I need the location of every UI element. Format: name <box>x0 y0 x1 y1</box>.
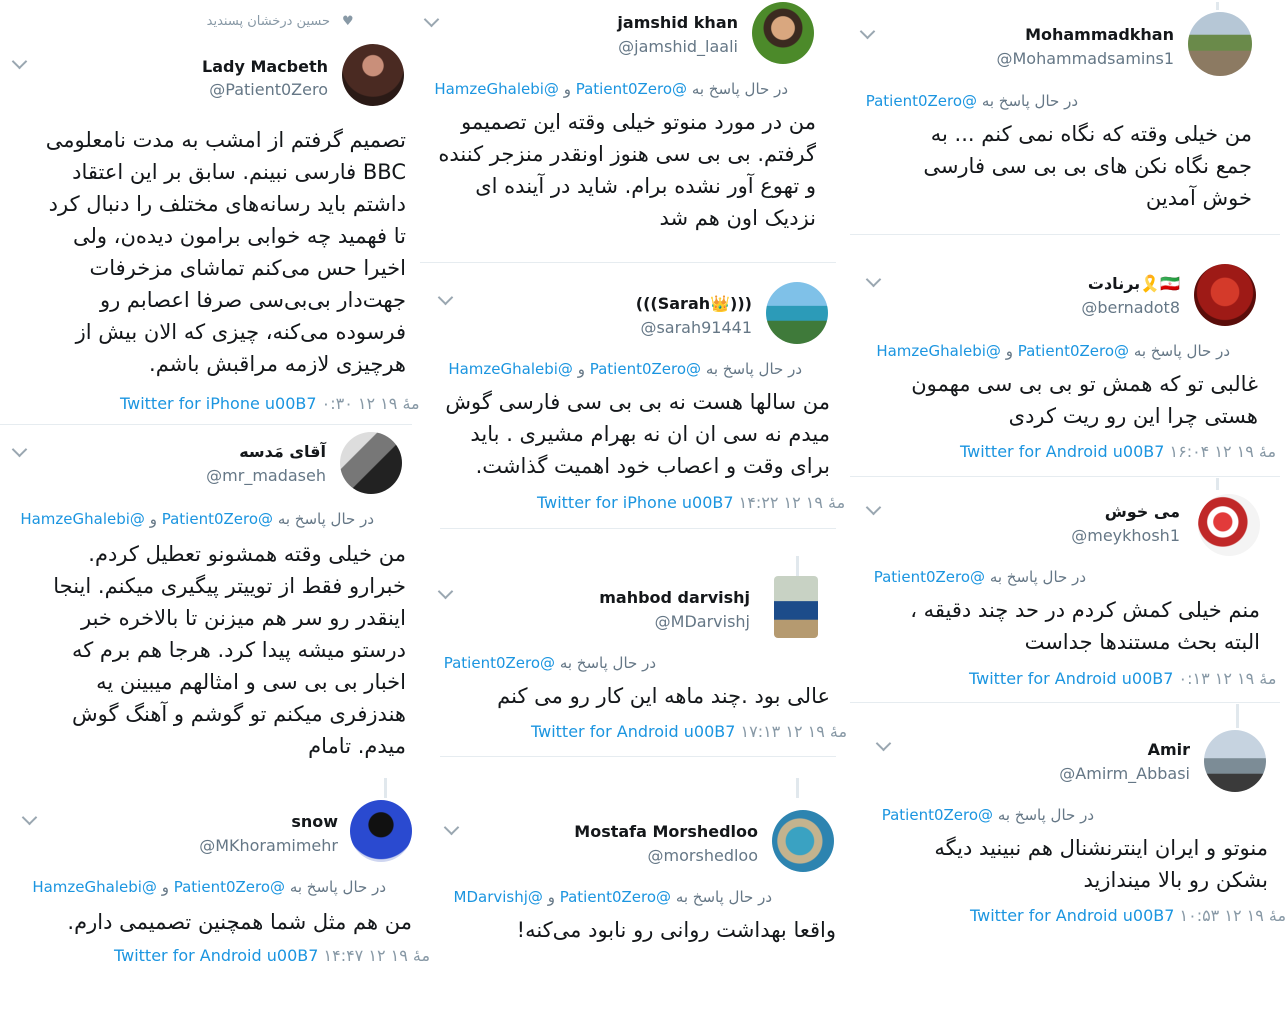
user-handle[interactable]: @Amirm_Abbasi <box>1059 764 1190 783</box>
display-name[interactable]: آقای مَدسه <box>239 442 326 461</box>
avatar[interactable] <box>340 432 402 494</box>
tweet-timestamp[interactable]: ۱۰:۵۳ ۱۲ مهٔ ۱۹ <box>1179 906 1286 925</box>
reply-context: در حال پاسخ به @Patient0Zero و @HamzeGhalebi <box>434 80 788 98</box>
chevron-down-icon[interactable] <box>424 12 440 28</box>
thread-line <box>384 778 387 798</box>
mention-link[interactable]: @Patient0Zero <box>873 568 986 586</box>
divider <box>850 476 1280 477</box>
avatar[interactable] <box>350 800 412 862</box>
tweet-text: من خیلی وقته که نگاه نمی کنم ... به جمع نگاه نکن های بی بی سی فارسی خوش آمدین <box>923 122 1252 210</box>
reply-context: در حال پاسخ به @Patient0Zero و @HamzeGhalebi <box>448 360 802 378</box>
mention-link[interactable]: @HamzeGhalebi <box>32 878 157 896</box>
reply-context: در حال پاسخ به @Patient0Zero و @HamzeGhalebi <box>32 878 386 896</box>
reply-context: در حال پاسخ به @Patient0Zero و @HamzeGhalebi <box>20 510 374 528</box>
mention-link[interactable]: @Patient0Zero <box>161 510 274 528</box>
mention-link[interactable]: @Patient0Zero <box>865 92 978 110</box>
tweet-text: منوتو و ایران اینترنشنال هم نبینید دیگه بشکن رو بالا میندازید <box>934 836 1268 892</box>
chevron-down-icon[interactable] <box>438 290 454 306</box>
heart-icon: ♥ <box>342 14 354 29</box>
avatar[interactable] <box>1204 730 1266 792</box>
display-name[interactable]: (((Sarah👑))) <box>635 294 752 313</box>
user-handle[interactable]: @mr_madaseh <box>206 466 326 485</box>
thread-line <box>796 556 799 576</box>
avatar[interactable] <box>342 44 404 106</box>
avatar[interactable] <box>1198 494 1260 556</box>
mention-link[interactable]: @Patient0Zero <box>881 806 994 824</box>
tweet-meta <box>970 906 1286 925</box>
tweet-timestamp[interactable]: ۱۴:۲۲ ۱۲ مهٔ ۱۹ <box>738 493 846 512</box>
tweet-source-link[interactable]: Twitter for Android u00B7 <box>114 946 319 965</box>
liked-by-label: حسین درخشان پسندید <box>206 14 330 29</box>
tweet-meta <box>120 394 420 413</box>
thread-line <box>1236 704 1239 728</box>
chevron-down-icon[interactable] <box>22 810 38 826</box>
tweet-text: من هم مثل شما همچنین تصمیمی دارم. <box>67 910 412 934</box>
thread-line <box>1216 2 1219 10</box>
mention-link[interactable]: @HamzeGhalebi <box>448 360 573 378</box>
chevron-down-icon[interactable] <box>876 736 892 752</box>
display-name[interactable]: Mostafa Morshedloo <box>574 822 758 841</box>
tweet-source-link[interactable]: Twitter for Android u00B7 <box>969 669 1174 688</box>
chevron-down-icon[interactable] <box>444 820 460 836</box>
reply-context: در حال پاسخ به @Patient0Zero <box>865 92 1078 110</box>
display-name[interactable]: snow <box>291 812 338 831</box>
user-handle[interactable]: @MDarvishj <box>654 612 750 631</box>
thread-line <box>796 778 799 798</box>
user-handle[interactable]: @meykhosh1 <box>1071 526 1180 545</box>
chevron-down-icon[interactable] <box>866 272 882 288</box>
tweet-meta <box>114 946 430 965</box>
tweet-timestamp[interactable]: ۰:۳۰ ۱۲ مهٔ ۱۹ <box>321 394 420 413</box>
mention-link[interactable]: @HamzeGhalebi <box>20 510 145 528</box>
tweet-text: من خیلی وقته همشونو تعطیل کردم. خبرارو فقط از توییتر پیگیری میکنم. اینجا اینقدر رو سر هم میزنن تا بالاخره خبر درستو میشه پیدا کرد. هرجا هم برم که اخبار بی بی سی و امثالهم میبینن یه هندزفری میکنم تو گوشم و آهنگ گوش میدم. تامام <box>53 542 406 758</box>
display-name[interactable]: mahbod darvishj <box>599 588 750 607</box>
thread-line <box>1216 478 1219 490</box>
chevron-down-icon[interactable] <box>12 54 28 70</box>
tweet-meta <box>969 669 1276 688</box>
divider <box>0 424 412 425</box>
mention-link[interactable]: @Patient0Zero <box>575 80 688 98</box>
mention-link[interactable]: @MDarvishj <box>453 888 543 906</box>
tweet-meta <box>537 493 845 512</box>
user-handle[interactable]: @morshedloo <box>647 846 758 865</box>
mention-link[interactable]: @Patient0Zero <box>589 360 702 378</box>
user-handle[interactable]: @sarah91441 <box>640 318 752 337</box>
reply-context: در حال پاسخ به @Patient0Zero <box>873 568 1086 586</box>
avatar[interactable] <box>774 576 818 638</box>
tweet-source-link[interactable]: Twitter for Android u00B7 <box>531 722 736 741</box>
tweet-timestamp[interactable]: ۰:۱۳ ۱۲ مهٔ ۱۹ <box>1178 669 1277 688</box>
user-handle[interactable]: @Patient0Zero <box>209 80 328 99</box>
user-handle[interactable]: @bernadot8 <box>1081 298 1180 317</box>
avatar[interactable] <box>752 2 814 64</box>
mention-link[interactable]: @HamzeGhalebi <box>876 342 1001 360</box>
chevron-down-icon[interactable] <box>860 24 876 40</box>
user-handle[interactable]: @jamshid_laali <box>618 37 738 56</box>
mention-link[interactable]: @Patient0Zero <box>173 878 286 896</box>
divider <box>850 234 1280 235</box>
divider <box>420 262 836 263</box>
tweet-source-link[interactable]: Twitter for iPhone u00B7 <box>120 394 317 413</box>
mention-link[interactable]: @HamzeGhalebi <box>434 80 559 98</box>
tweet-source-link[interactable]: Twitter for iPhone u00B7 <box>537 493 734 512</box>
tweet-timestamp[interactable]: ۱۴:۴۷ ۱۲ مهٔ ۱۹ <box>323 946 431 965</box>
tweet-source-link[interactable]: Twitter for Android u00B7 <box>960 442 1165 461</box>
display-name[interactable]: Amir <box>1147 740 1190 759</box>
tweet-text: واقعا بهداشت روانی رو نابود می‌کنه! <box>516 918 836 942</box>
reply-context: در حال پاسخ به @Patient0Zero و @MDarvishj <box>453 888 772 906</box>
avatar[interactable] <box>772 810 834 872</box>
chevron-down-icon[interactable] <box>12 442 28 458</box>
display-name[interactable]: Mohammadkhan <box>1025 25 1174 44</box>
avatar[interactable] <box>1194 264 1256 326</box>
divider <box>850 702 1280 703</box>
tweet-meta <box>960 442 1276 461</box>
tweet-text: من در مورد منوتو خیلی وقته این تصمیمو گرفتم. بی بی سی هنوز اونقدر منزجر کننده و تهوع آور نشده برام. شاید در آینده ای نزدیک اون هم شد <box>438 110 816 230</box>
tweet-text: غالبی تو که همش تو بی بی سی مهمون هستی چرا این رو ریت کردی <box>911 372 1258 428</box>
reply-context: در حال پاسخ به @Patient0Zero <box>881 806 1094 824</box>
user-handle[interactable]: @Mohammadsamins1 <box>996 49 1174 68</box>
mention-link[interactable]: @Patient0Zero <box>1017 342 1130 360</box>
user-handle[interactable]: @MKhoramimehr <box>199 836 338 855</box>
tweet-meta <box>531 722 847 741</box>
tweet-text: منم خیلی کمش کردم در حد چند دقیقه ، البته بحث مستندها جداست <box>910 598 1260 654</box>
display-name[interactable]: jamshid khan <box>617 13 738 32</box>
tweet-text: من سالها هست نه بی بی سی فارسی گوش میدم نه سی ان ان نه بهرام مشیری . باید برای وقت و اعصاب خود اهمیت گذاشت. <box>445 390 830 478</box>
tweet-text: تصمیم گرفتم از امشب به مدت نامعلومی BBC فارسی نبینم. سابق بر این اعتقاد داشتم باید رسانه‌های مختلف را دنبال کرد تا فهمید چه خوابی برامون دیده‌ن، ولی اخیرا حس می‌کنم تماشای مزخرفات جهت‌دار بی‌بی‌سی صرفا اعصابم رو فرسوده می‌کنه، چیزی که الان بیش از هرچیزی لازمه مراقبش باشم. <box>45 128 406 376</box>
tweet-timestamp[interactable]: ۱۶:۰۴ ۱۲ مهٔ ۱۹ <box>1169 442 1277 461</box>
avatar[interactable] <box>766 282 828 344</box>
reply-context: در حال پاسخ به @Patient0Zero <box>443 654 656 672</box>
tweet-source-link[interactable]: Twitter for Android u00B7 <box>970 906 1175 925</box>
tweet-timestamp[interactable]: ۱۷:۱۳ ۱۲ مهٔ ۱۹ <box>740 722 848 741</box>
tweet-text: عالی بود .چند ماهه این کار رو می کنم <box>497 684 830 708</box>
chevron-down-icon[interactable] <box>438 584 454 600</box>
display-name[interactable]: Lady Macbeth <box>202 57 328 76</box>
display-name[interactable]: برنادت🎗️🇮🇷 <box>1087 274 1180 293</box>
reply-context: در حال پاسخ به @Patient0Zero و @HamzeGhalebi <box>876 342 1230 360</box>
mention-link[interactable]: @Patient0Zero <box>559 888 672 906</box>
avatar[interactable] <box>1188 12 1252 76</box>
divider <box>440 756 836 757</box>
chevron-down-icon[interactable] <box>866 500 882 516</box>
display-name[interactable]: می خوش <box>1104 502 1180 521</box>
divider <box>440 528 836 529</box>
mention-link[interactable]: @Patient0Zero <box>443 654 556 672</box>
